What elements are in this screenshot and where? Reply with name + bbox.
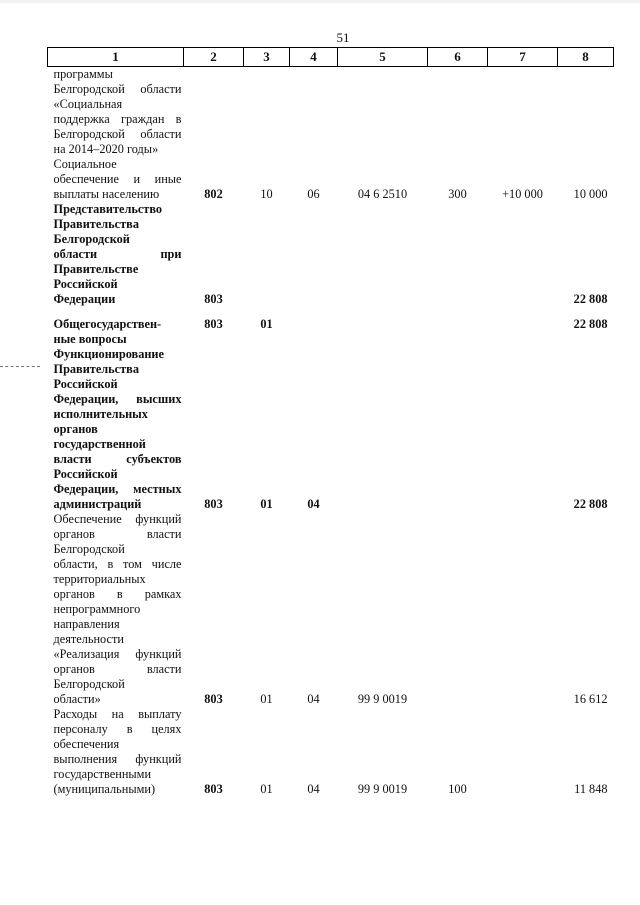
row-cell-3: 01 [260, 692, 273, 706]
row-cell-3: 01 [260, 497, 273, 511]
row-name-line: государственной [53, 437, 146, 451]
row-cell-8: 22 808 [573, 497, 608, 511]
header-col-6: 6 [428, 48, 488, 67]
table-row [48, 157, 614, 202]
row-name-line: Правительства [53, 217, 139, 231]
row-name-line: Российской [53, 277, 118, 291]
budget-table [47, 47, 614, 797]
row-cell-4: 06 [307, 187, 320, 201]
row-cell-8: 16 612 [573, 692, 608, 706]
row-name-line: обеспечение и иные [53, 172, 182, 186]
row-cell-6 [428, 347, 488, 512]
row-name-line: «Реализация функций [53, 647, 182, 661]
row-cell-4: 04 [307, 692, 320, 706]
row-cell-6: 300 [448, 187, 467, 201]
header-col-7: 7 [488, 48, 558, 67]
row-cell-4 [290, 307, 338, 347]
page-number: 51 [336, 30, 350, 45]
row-name-line: территориальных [53, 572, 146, 586]
row-name-line: Белгородской [53, 542, 125, 556]
row-name-line: исполнительных [53, 407, 148, 421]
row-cell-5: 04 6 2510 [357, 187, 408, 201]
row-name-line: Обеспечение функций [53, 512, 182, 526]
top-edge-rule [0, 0, 640, 3]
row-name-line: Представительство [53, 202, 163, 216]
row-name-line: деятельности [53, 632, 124, 646]
table-row [48, 202, 614, 307]
row-cell-6 [428, 307, 488, 347]
row-cell-4 [290, 202, 338, 307]
row-name-cell [48, 512, 184, 707]
row-cell-2: 803 [204, 317, 223, 331]
header-col-1: 1 [48, 48, 184, 67]
row-name-line: области» [53, 692, 101, 706]
row-cell-6 [428, 67, 488, 158]
row-name-line: Расходы на выплату [53, 707, 182, 721]
row-name-cell [48, 707, 184, 797]
row-cell-3: 01 [260, 317, 273, 331]
header-col-2: 2 [184, 48, 244, 67]
row-cell-5 [338, 347, 428, 512]
row-cell-6 [428, 202, 488, 307]
row-cell-2: 803 [204, 292, 223, 306]
row-cell-5 [338, 202, 428, 307]
row-cell-2: 803 [204, 692, 223, 706]
row-cell-8 [558, 67, 614, 158]
row-name-line: направления [53, 617, 120, 631]
row-name-line: Российской [53, 467, 118, 481]
row-name-line: органов власти [53, 662, 182, 676]
row-cell-7 [488, 307, 558, 347]
row-name-line: поддержка граждан в [53, 112, 182, 126]
row-name-line: органов в рамках [53, 587, 182, 601]
row-name-line: выплаты населению [53, 187, 160, 201]
row-cell-8: 11 848 [574, 782, 608, 796]
row-name-line: Федерации, высших [53, 392, 182, 406]
row-cell-3 [244, 67, 290, 158]
row-name-line: на 2014–2020 годы» [53, 142, 159, 156]
row-cell-5: 99 9 0019 [357, 782, 408, 796]
row-cell-4: 04 [307, 497, 320, 511]
row-cell-5: 99 9 0019 [357, 692, 408, 706]
row-cell-5 [338, 67, 428, 158]
row-name-line: администраций [53, 497, 142, 511]
row-cell-7 [488, 67, 558, 158]
row-name-line: Российской [53, 377, 118, 391]
row-name-line: Функционирование [53, 347, 164, 361]
row-name-cell [48, 202, 184, 307]
row-name-line: (муниципальными) [53, 782, 156, 796]
row-name-line: «Социальная [53, 97, 123, 111]
table-row [48, 347, 614, 512]
row-cell-8: 10 000 [573, 187, 608, 201]
row-name-line: персоналу в целях [53, 722, 182, 736]
row-name-line: Правительстве [53, 262, 139, 276]
margin-dash-mark [0, 366, 40, 368]
row-cell-2: 802 [204, 187, 223, 201]
row-cell-5 [338, 307, 428, 347]
table-row [48, 67, 614, 158]
row-name-line: области, в том числе [53, 557, 182, 571]
row-name-cell [48, 157, 184, 202]
row-cell-8: 22 808 [573, 317, 608, 331]
row-name-line: власти субъектов [53, 452, 182, 466]
row-name-cell [48, 307, 184, 347]
row-name-line: государственными [53, 767, 152, 781]
row-cell-7 [488, 347, 558, 512]
header-col-4: 4 [290, 48, 338, 67]
row-name-line: Общегосударствен- [53, 317, 162, 331]
row-name-line: Федерации [53, 292, 116, 306]
header-col-8: 8 [558, 48, 614, 67]
row-cell-4 [290, 67, 338, 158]
table-row [48, 307, 614, 347]
row-cell-7 [488, 512, 558, 707]
table-row [48, 512, 614, 707]
row-cell-6 [428, 512, 488, 707]
row-name-line: программы [53, 67, 113, 81]
row-cell-3: 01 [260, 782, 273, 796]
row-cell-3: 10 [260, 187, 273, 201]
row-name-line: области при [53, 247, 182, 261]
row-cell-6: 100 [448, 782, 467, 796]
row-cell-4: 04 [307, 782, 320, 796]
row-cell-8: 22 808 [573, 292, 608, 306]
row-name-cell [48, 347, 184, 512]
row-name-line: Белгородской [53, 677, 125, 691]
row-name-line: Социальное [53, 157, 117, 171]
row-name-line: Правительства [53, 362, 139, 376]
row-name-line: ные вопросы [53, 332, 127, 346]
table-header-row [48, 48, 614, 67]
table-row [48, 707, 614, 797]
row-cell-2 [184, 67, 244, 158]
row-cell-2: 803 [204, 782, 223, 796]
row-cell-3 [244, 202, 290, 307]
header-col-3: 3 [244, 48, 290, 67]
row-cell-2: 803 [204, 497, 223, 511]
row-name-line: Федерации, местных [53, 482, 182, 496]
header-col-5: 5 [338, 48, 428, 67]
row-name-line: Белгородской области [53, 82, 182, 96]
row-name-cell [48, 67, 184, 158]
row-name-line: органов власти [53, 527, 182, 541]
row-name-line: обеспечения [53, 737, 120, 751]
row-name-line: выполнения функций [53, 752, 182, 766]
row-cell-7 [488, 202, 558, 307]
row-name-line: Белгородской [53, 232, 130, 246]
row-name-line: Белгородской области [53, 127, 182, 141]
row-name-line: непрограммного [53, 602, 141, 616]
row-cell-7 [488, 707, 558, 797]
row-cell-7: +10 000 [502, 187, 543, 201]
row-name-line: органов [53, 422, 98, 436]
